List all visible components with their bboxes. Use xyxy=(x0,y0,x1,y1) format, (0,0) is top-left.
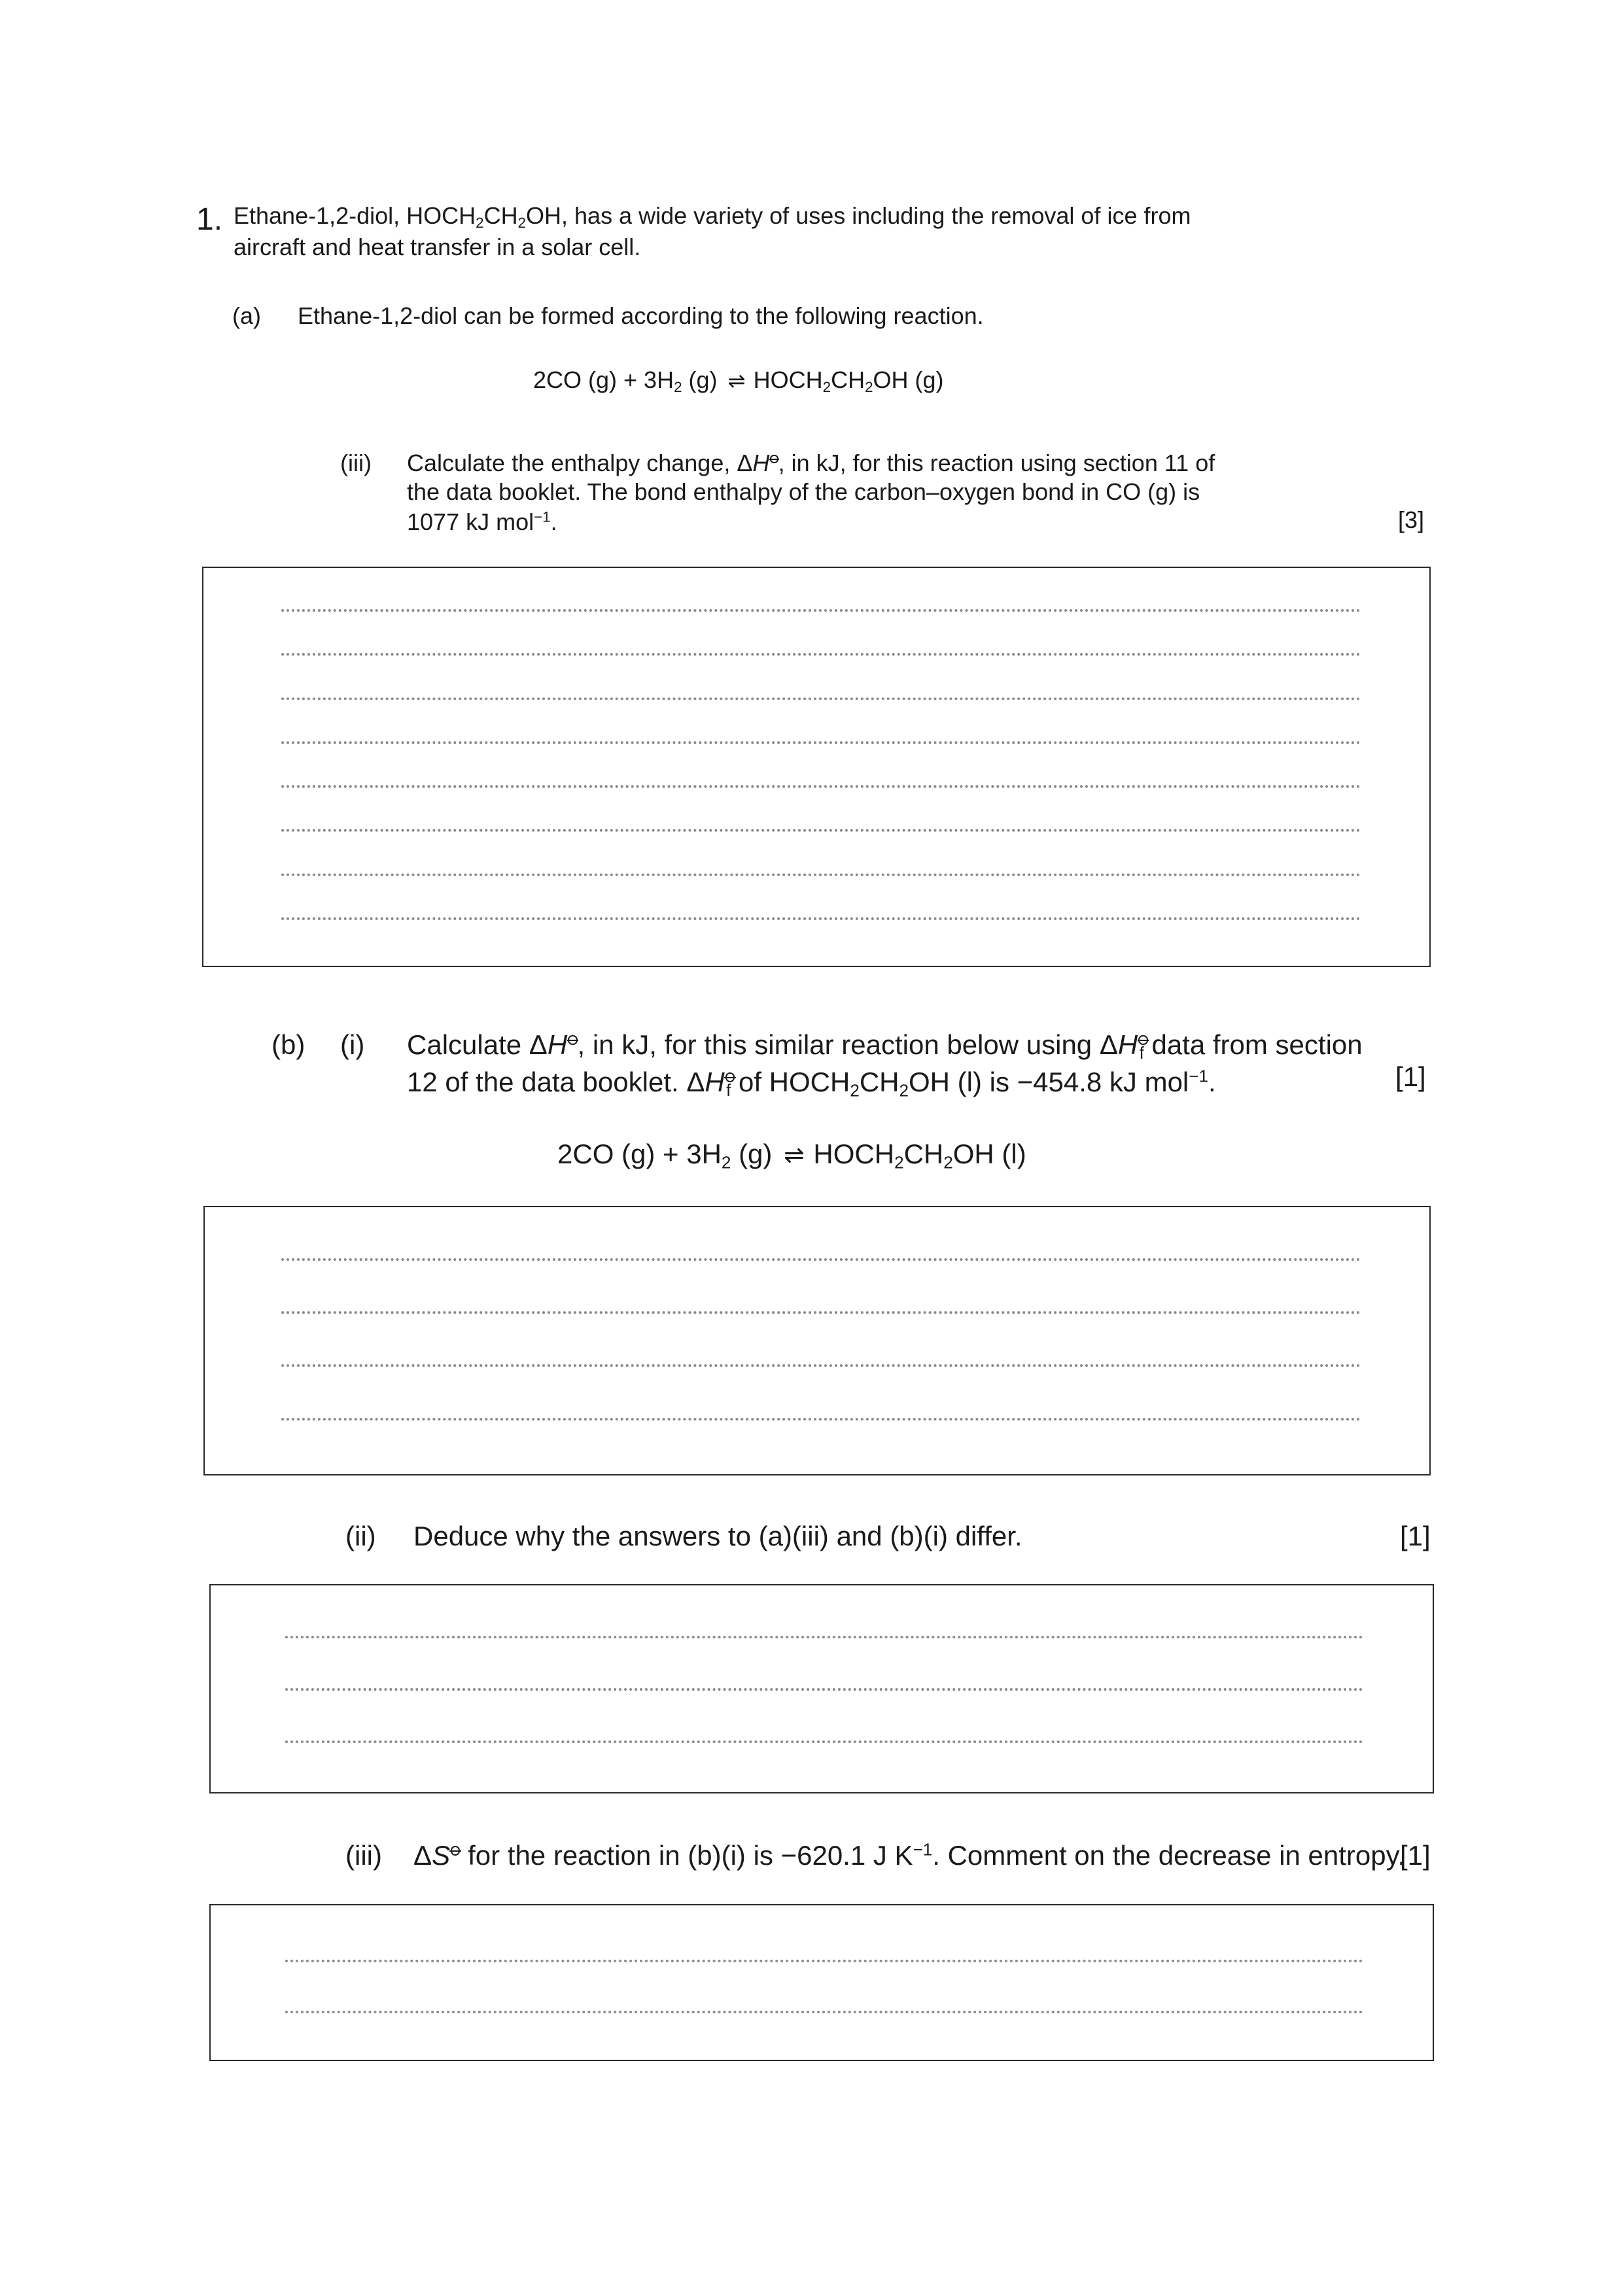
b-i-line2-sub2: 2 xyxy=(899,1080,909,1101)
part-b-i-label: (i) xyxy=(340,1029,365,1060)
eq-a-lhs1: 2CO (g) + 3H xyxy=(533,366,674,393)
eq-a-lhs2: (g) xyxy=(682,366,724,393)
answer-line xyxy=(281,1364,1361,1367)
standard-state-icon xyxy=(725,1072,735,1082)
part-b-i-line2 xyxy=(407,1065,1216,1099)
b-i-line1-c: data from section xyxy=(1143,1029,1363,1060)
eq-b-rhs-sub1: 2 xyxy=(894,1152,904,1173)
b-i-line2-sup: −1 xyxy=(1189,1066,1208,1086)
eq-b-lhs1: 2CO (g) + 3H xyxy=(557,1139,722,1169)
b-i-line1-a: Calculate Δ xyxy=(407,1029,548,1060)
part-a-iii-line3 xyxy=(407,507,557,537)
b-i-f: f xyxy=(1139,1043,1144,1063)
b-i-line2-c: CH xyxy=(859,1067,899,1097)
answer-box-b-iii[interactable] xyxy=(209,1904,1434,2061)
eq-b-rhs2: CH xyxy=(903,1139,944,1169)
b-i-line1-b: , in kJ, for this similar reaction below using Δ xyxy=(577,1029,1118,1060)
eq-b-lhs2: (g) xyxy=(731,1139,780,1169)
b-iii-text-b: for the reaction in (b)(i) is −620.1 J K xyxy=(460,1840,913,1871)
b-i-H: H xyxy=(547,1029,568,1060)
answer-line xyxy=(281,1258,1361,1261)
part-b-iii-label: (iii) xyxy=(345,1840,382,1871)
a-iii-line3-sup: −1 xyxy=(534,508,551,525)
eq-a-lhs-sub: 2 xyxy=(674,379,682,396)
part-a-iii-line2: the data booklet. The bond enthalpy of the carbon–oxygen bond in CO (g) is xyxy=(407,478,1200,505)
eq-a-rhs-sub2: 2 xyxy=(865,379,873,396)
intro-part2: CH xyxy=(483,202,518,229)
b-i-H2: H xyxy=(1117,1029,1138,1060)
b-i-line2-d: OH (l) is −454.8 kJ mol xyxy=(908,1067,1189,1097)
intro-part3: OH, has a wide variety of uses including the removal of ice from xyxy=(526,202,1191,229)
part-a-iii-label: (iii) xyxy=(340,450,372,476)
question-number: 1. xyxy=(196,202,223,237)
part-b-ii-label: (ii) xyxy=(345,1521,376,1551)
answer-line xyxy=(281,829,1361,832)
answer-box-a-iii[interactable] xyxy=(202,567,1431,967)
answer-line xyxy=(281,609,1361,612)
b-i-line2-b: of HOCH xyxy=(731,1067,850,1097)
intro-part1: Ethane-1,2-diol, HOCH xyxy=(234,202,476,229)
answer-line xyxy=(281,874,1361,876)
equilibrium-arrow-icon: ⇌ xyxy=(784,1142,802,1169)
a-iii-H: H xyxy=(752,450,770,476)
b-i-line2-a: 12 of the data booklet. Δ xyxy=(407,1067,705,1097)
part-b-equation xyxy=(557,1137,1026,1173)
part-b-i-line1 xyxy=(407,1028,1363,1062)
part-b-i-marks: [1] xyxy=(1395,1061,1426,1092)
question-intro-line1 xyxy=(234,201,1191,231)
part-b-ii-text: Deduce why the answers to (a)(iii) and (b)(i) differ. xyxy=(413,1521,1022,1551)
answer-line xyxy=(281,741,1361,744)
a-iii-line3-b: . xyxy=(550,508,557,535)
b-i-line2-H: H xyxy=(705,1067,725,1097)
a-iii-line1-a: Calculate the enthalpy change, Δ xyxy=(407,450,753,476)
part-b-label: (b) xyxy=(271,1029,305,1060)
intro-sub2: 2 xyxy=(517,215,527,232)
part-b-iii-text xyxy=(413,1839,1405,1873)
part-a-iii-marks: [3] xyxy=(1398,506,1425,533)
intro-sub1: 2 xyxy=(476,215,484,232)
answer-line xyxy=(285,1740,1363,1743)
a-iii-line1-b: , in kJ, for this reaction using section 11 of xyxy=(778,450,1215,476)
standard-state-icon xyxy=(451,1846,460,1855)
b-i-line2-e: . xyxy=(1208,1067,1216,1097)
part-a-text: Ethane-1,2-diol can be formed according to the following reaction. xyxy=(298,302,984,329)
b-i-line2-sub1: 2 xyxy=(850,1080,860,1101)
answer-line xyxy=(281,917,1361,920)
b-iii-S: S xyxy=(432,1840,451,1871)
b-iii-text-a: Δ xyxy=(413,1840,432,1871)
question-intro-line2: aircraft and heat transfer in a solar cell. xyxy=(234,234,641,260)
answer-box-b-i[interactable] xyxy=(203,1206,1431,1475)
part-a-iii-line1 xyxy=(407,448,1215,478)
answer-line xyxy=(285,1960,1363,1962)
standard-state-icon xyxy=(1138,1035,1147,1044)
b-i-line2-f: f xyxy=(726,1080,731,1101)
a-iii-line3-a: 1077 kJ mol xyxy=(407,508,534,535)
eq-a-rhs3: OH (g) xyxy=(873,366,944,393)
answer-line xyxy=(281,1311,1361,1314)
answer-line xyxy=(285,2011,1363,2013)
eq-a-rhs1: HOCH xyxy=(746,366,823,393)
eq-b-lhs-sub: 2 xyxy=(721,1152,731,1173)
b-iii-text-c: . Comment on the decrease in entropy. xyxy=(932,1840,1406,1871)
part-a-label: (a) xyxy=(232,302,261,329)
part-b-ii-marks: [1] xyxy=(1400,1521,1431,1551)
answer-line xyxy=(285,1636,1363,1638)
answer-line xyxy=(281,785,1361,788)
answer-line xyxy=(281,653,1361,656)
equilibrium-arrow-icon: ⇌ xyxy=(727,369,743,393)
standard-state-icon xyxy=(770,455,778,463)
eq-a-rhs2: CH xyxy=(831,366,865,393)
answer-line xyxy=(281,1418,1361,1421)
eq-b-rhs3: OH (l) xyxy=(952,1139,1026,1169)
part-b-iii-marks: [1] xyxy=(1400,1840,1431,1871)
part-a-equation xyxy=(533,365,944,396)
answer-line xyxy=(285,1688,1363,1691)
eq-b-rhs-sub2: 2 xyxy=(943,1152,953,1173)
eq-a-rhs-sub1: 2 xyxy=(822,379,831,396)
standard-state-icon xyxy=(568,1035,577,1044)
answer-line xyxy=(281,698,1361,700)
eq-b-rhs1: HOCH xyxy=(805,1139,895,1169)
b-iii-sup: −1 xyxy=(913,1839,933,1860)
